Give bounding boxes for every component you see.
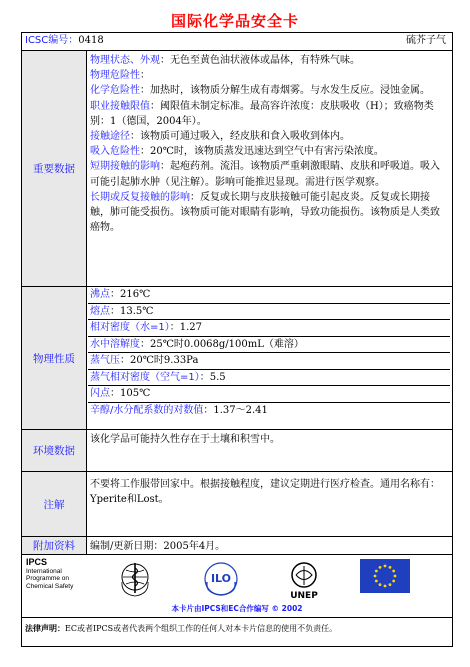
svg-text:ILO: ILO xyxy=(210,572,232,585)
legal-text: EC或者IPCS或者代表两个组织工作的任何人对本卡片信息的使用不负责任。 xyxy=(65,624,338,633)
physical-properties-content xyxy=(88,287,450,429)
item-text: 20℃时，该物质蒸发迅速达到空气中有害污染浓度。 xyxy=(150,146,384,158)
safety-card xyxy=(21,32,453,647)
header-row xyxy=(22,33,452,51)
eu-star-icon xyxy=(384,565,387,568)
environment-text: 该化学品可能持久性存在于土壤和积雪中。 xyxy=(90,434,280,445)
property-line: 熔点：13.5℃ xyxy=(88,303,450,320)
item-text: 起疱药剂。流泪。该物质严重刺激眼睛、皮肤和呼吸道。吸入可能引起肺水肿（见注解）。影响可能推迟显现。需进行医学观察。 xyxy=(90,161,440,188)
item-key: 吸入危险性 xyxy=(90,146,140,158)
eu-star-icon xyxy=(379,583,382,586)
item-key: 短期接触的影响 xyxy=(90,161,160,173)
section-label: 附加资料 xyxy=(22,537,87,554)
item-text: 阈限值未制定标准。最高容许浓度：皮肤吸收（H）；致癌物类别：1（德国，2004年）。 xyxy=(90,100,434,127)
notes-text: 不要将工作服带回家中。根据接触程度，建议定期进行医疗检查。通用名称有：Yperite和Lost。 xyxy=(90,479,440,506)
eu-star-icon xyxy=(375,580,378,583)
additional-text: 编制/更新日期：2005年4月。 xyxy=(90,541,226,552)
item-text: 加热时，该物质分解生成有毒烟雾。与水发生反应。浸蚀金属。 xyxy=(150,85,430,97)
item-key: 长期或反复接触的影响 xyxy=(90,191,190,203)
property-key: 辛醇/水分配系数的对数值 xyxy=(90,404,204,416)
eu-flag-icon xyxy=(360,559,410,593)
eu-star-icon xyxy=(392,580,395,583)
ilo-emblem-icon xyxy=(202,560,240,598)
section-label: 重要数据 xyxy=(22,51,87,286)
property-value: 20℃时9.33Pa xyxy=(130,355,199,366)
item-key: 化学危险性 xyxy=(90,85,140,97)
property-value: 1.27 xyxy=(179,322,203,333)
important-item: 职业接触限值：阈限值未制定标准。最高容许浓度：皮肤吸收（H）；致癌物类别：1（德国，2004年）。 xyxy=(90,100,434,127)
important-item: 物理危险性： xyxy=(90,70,150,82)
important-item: 接触途径：该物质可通过吸入，经皮肤和食入吸收到体内。 xyxy=(90,131,350,143)
eu-star-icon xyxy=(392,570,395,573)
important-item: 短期接触的影响：起疱药剂。流泪。该物质严重刺激眼睛、皮肤和呼吸道。吸入可能引起肺水肿（见注解）。影响可能推迟显现。需进行医学观察。 xyxy=(90,161,440,188)
substance-name: 硫芥子气 xyxy=(406,35,446,46)
eu-star-icon xyxy=(379,566,382,569)
property-value: 5.5 xyxy=(209,371,226,383)
eu-star-icon xyxy=(389,566,392,569)
property-line: 相对密度（水=1）：1.27 xyxy=(88,319,450,336)
item-text: 反复或长期与皮肤接触可能引起皮炎。反复或长期接触，肺可能受损伤。该物质可能对眼睛有影响，导致功能损伤。该物质是人类致癌物。 xyxy=(90,191,440,234)
important-item: 化学危险性：加热时，该物质分解生成有毒烟雾。与水发生反应。浸蚀金属。 xyxy=(90,85,430,97)
property-line: 蒸气压：20℃时9.33Pa xyxy=(88,352,450,369)
environment-section xyxy=(22,430,452,472)
property-line: 蒸气相对密度（空气=1）：5.5 xyxy=(88,369,450,386)
property-value: 13.5℃ xyxy=(120,305,154,317)
who-emblem-icon xyxy=(118,560,152,598)
section-label: 环境数据 xyxy=(22,430,87,471)
property-line: 水中溶解度：25℃时0.0068g/100mL（难溶） xyxy=(88,336,450,353)
section-label: 注解 xyxy=(22,472,87,536)
legal-label: 法律声明： xyxy=(25,624,65,633)
item-key: 接触途径 xyxy=(90,131,130,143)
section-label: 物理性质 xyxy=(22,287,87,429)
item-key: 职业接触限值 xyxy=(90,100,150,112)
important-data-content xyxy=(88,51,450,286)
eu-star-icon xyxy=(375,570,378,573)
property-key: 蒸气压 xyxy=(90,355,120,366)
notes-section xyxy=(22,472,452,537)
eu-star-icon xyxy=(389,583,392,586)
important-data-section xyxy=(22,51,452,287)
property-value: 216℃ xyxy=(120,289,151,300)
card-title: 国际化学品安全卡 xyxy=(170,12,299,30)
eu-star-icon xyxy=(394,575,397,578)
important-item: 吸入危险性：20℃时，该物质蒸发迅速达到空气中有害污染浓度。 xyxy=(90,146,384,158)
property-key: 水中溶解度 xyxy=(90,338,140,350)
credit-line: 本卡片由IPCS和EC合作编写 © 2002 xyxy=(171,604,303,613)
legal-statement xyxy=(25,623,449,635)
property-key: 相对密度（水=1） xyxy=(90,322,170,333)
important-item: 物理状态、外观：无色至黄色油状液体或晶体，有特殊气味。 xyxy=(90,55,360,66)
unep-emblem-icon xyxy=(284,560,324,604)
icsc-number: 0418 xyxy=(78,35,104,46)
footer-logos xyxy=(22,555,452,618)
property-line: 辛醇/水分配系数的对数值：1.37～2.41 xyxy=(88,402,450,419)
property-key: 熔点 xyxy=(90,305,110,317)
property-key: 沸点 xyxy=(90,289,110,300)
property-line: 闪点：105℃ xyxy=(88,385,450,402)
item-key: 物理状态、外观 xyxy=(90,55,160,66)
physical-properties-section xyxy=(22,287,452,430)
property-key: 蒸气相对密度（空气=1） xyxy=(90,371,200,383)
property-line: 沸点：216℃ xyxy=(90,289,151,300)
icsc-label: ICSC编号： xyxy=(25,35,79,46)
additional-section xyxy=(22,537,452,555)
property-value: 25℃时0.0068g/100mL（难溶） xyxy=(150,338,304,350)
ipcs-logo: IPCS International Programme on Chemical Safety xyxy=(26,557,74,590)
item-key: 物理危险性 xyxy=(90,70,140,82)
eu-star-icon xyxy=(374,575,377,578)
svg-text:UNEP: UNEP xyxy=(290,591,318,601)
property-key: 闪点 xyxy=(90,388,110,399)
eu-star-icon xyxy=(384,585,387,588)
property-value: 105℃ xyxy=(120,388,151,399)
property-value: 1.37～2.41 xyxy=(213,404,268,416)
item-text: 无色至黄色油状液体或晶体，有特殊气味。 xyxy=(170,55,360,66)
important-item: 长期或反复接触的影响：反复或长期与皮肤接触可能引起皮炎。反复或长期接触，肺可能受损伤。该物质可能对眼睛有影响，导致功能损伤。该物质是人类致癌物。 xyxy=(90,191,440,234)
item-text: 该物质可通过吸入，经皮肤和食入吸收到体内。 xyxy=(140,131,350,143)
